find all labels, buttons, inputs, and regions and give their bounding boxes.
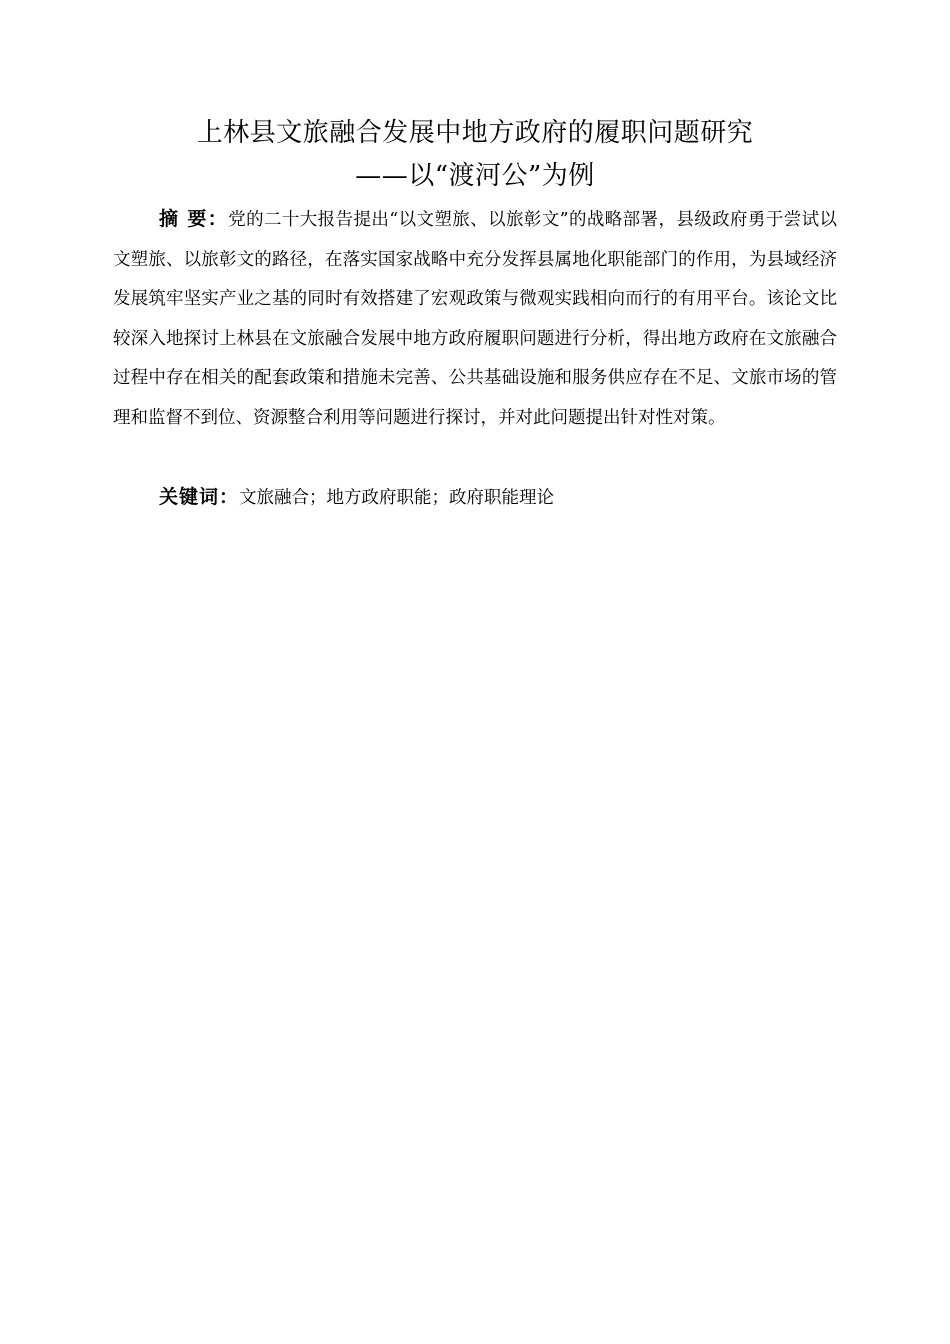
abstract-text: 党的二十大报告提出“以文塑旅、以旅彰文”的战略部署，县级政府勇于尝试以文塑旅、以旅彰文的路径，在落实国家战略中充分发挥县属地化职能部门的作用，为县域经济发展筑牢坚实产业之基的同时有效搭建了宏观政策与微观实践相向而行的有用平台。该论文比较深入地探讨上林县在文旅融合发展中地方政府履职问题进行分析，得出地方政府在文旅融合过程中存在相关的配套政策和措施未完善、公共基础设施和服务供应存在不足、文旅市场的管理和监督不到位、资源整合利用等问题进行探讨，并对此问题提出针对性对策。 <box>113 210 838 428</box>
keywords-label: 关键词： <box>159 486 240 508</box>
document-title: 上林县文旅融合发展中地方政府的履职问题研究 <box>196 118 754 148</box>
title-block <box>0 112 950 198</box>
abstract-paragraph <box>113 200 837 439</box>
keywords-paragraph <box>159 478 839 518</box>
abstract-label: 摘 要： <box>159 208 229 230</box>
document-subtitle: ——以“渡河公”为例 <box>355 161 595 191</box>
keywords-text: 文旅融合；地方政府职能；政府职能理论 <box>239 488 555 508</box>
